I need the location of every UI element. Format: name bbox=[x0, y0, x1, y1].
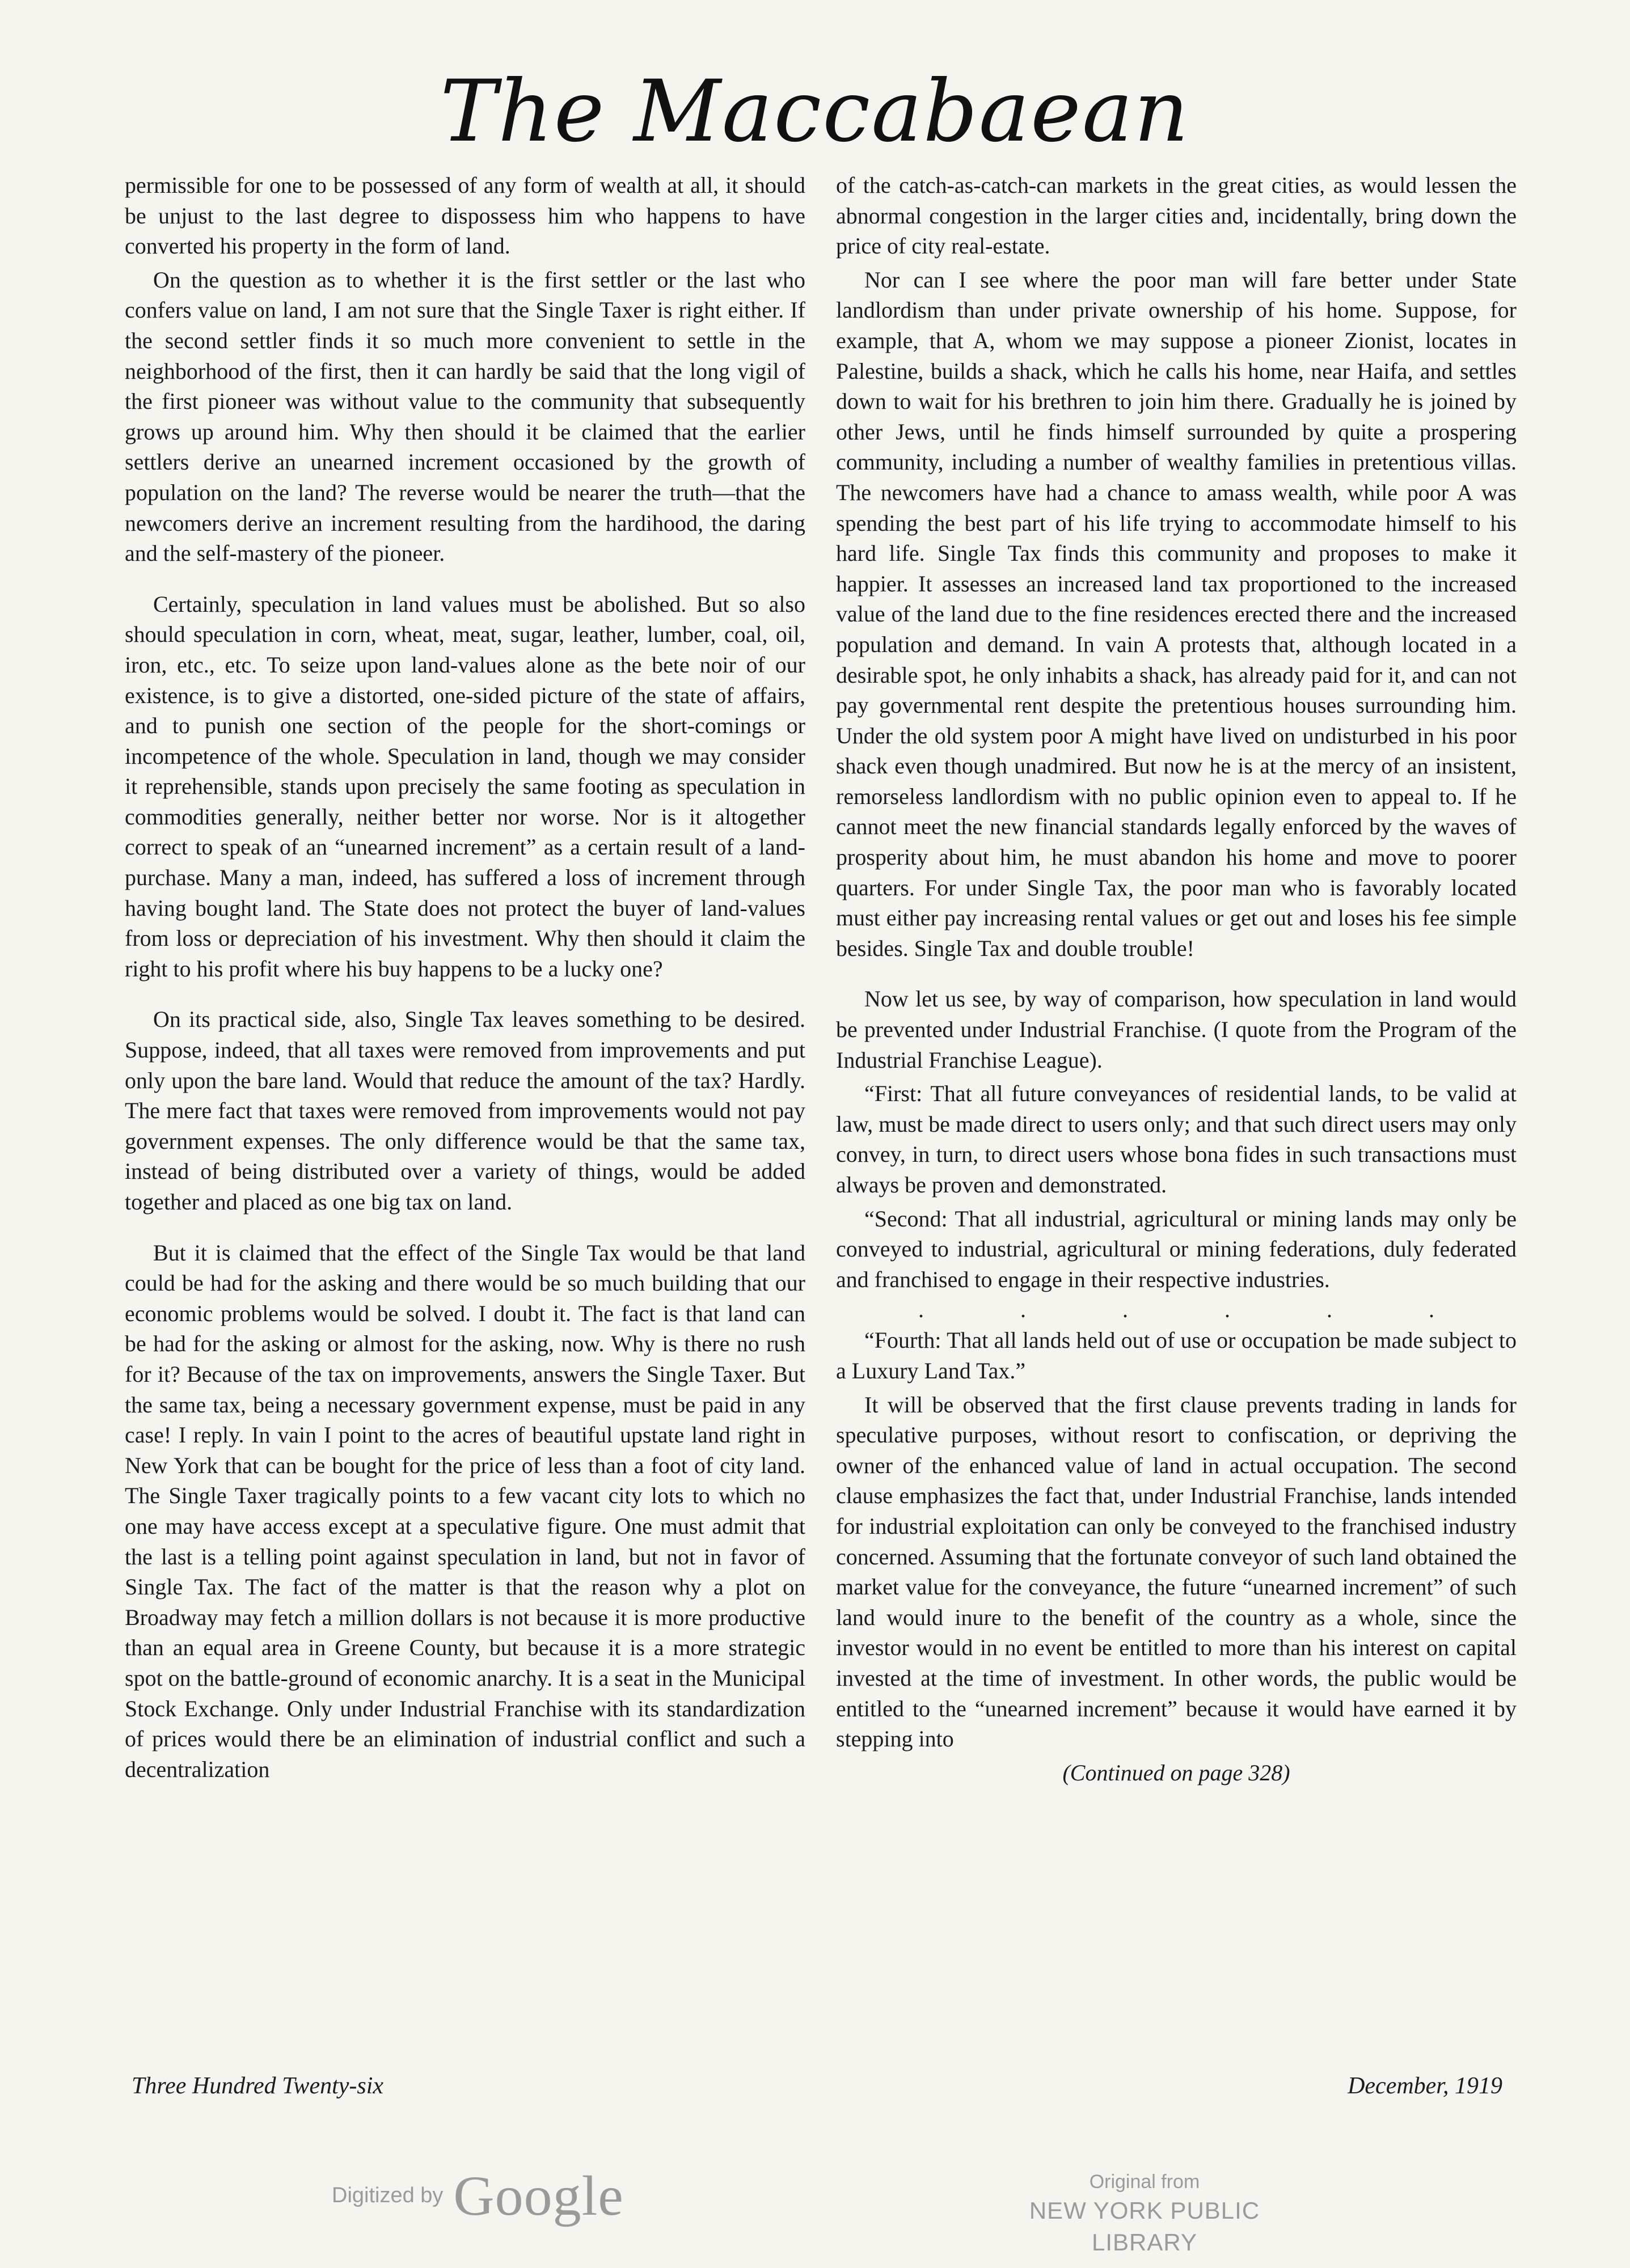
original-from-label: Original from bbox=[1089, 2171, 1200, 2193]
library-watermark bbox=[980, 2169, 1309, 2258]
omission-dot: . bbox=[1327, 1297, 1332, 1323]
paragraph: of the catch-as-catch-can markets in the great cities, as would lessen the abnormal congestion in the larger cities and, incidentally, bring down the price of city real-estate. bbox=[836, 172, 1517, 259]
quoted-clause-second: “Second: That all industrial, agricultural or mining lands may only be conveyed to industrial, agricultural or mining federations, duly federated and franchised to engage in their respective industries. bbox=[836, 1205, 1517, 1292]
paragraph: permissible for one to be possessed of any form of wealth at all, it should be unjust to the last degree to dispossess him who happens to have converted his property in the form of land. bbox=[125, 172, 805, 259]
omission-dot: . bbox=[1122, 1297, 1128, 1323]
masthead-title: The Maccabaean bbox=[440, 62, 1190, 161]
library-name: NEW YORK PUBLIC LIBRARY bbox=[1029, 2197, 1260, 2256]
continued-notice: (Continued on page 328) bbox=[1062, 1759, 1290, 1785]
page-number-footer: Three Hundred Twenty-six bbox=[132, 2073, 384, 2099]
paragraph: On the question as to whether it is the first settler or the last who confers value on land, I am not sure that the Single Taxer is right either. If the second settler finds it so much more convenient to settle in the neighborhood of the first, then it can hardly be said that the long vigil of the first pioneer was without value to the community that subsequently grows up around him. Why then should it be claimed that the earlier settlers derive an unearned increment occasioned by the growth of population on the land? The reverse would be nearer the truth—that the newcomers derive an increment resulting from the hardihood, the daring and the self-mastery of the pioneer. bbox=[125, 266, 805, 566]
paragraph: But it is claimed that the effect of the Single Tax would be that land could be had for the asking and there would be so much building that our economic problems would be solved. I doubt it. The fact is that land can be had for the asking or almost for the asking, now. Why is there no rush for it? Because of the tax on improvements, answers the Single Taxer. But the same tax, being a necessary government expense, must be paid in any case! I reply. In vain I point to the acres of beautiful upstate land right in New York that can be bought for the price of less than a foot of city land. The Single Taxer tragically points to a few vacant city lots to which no one may have access except at a speculative figure. One must admit that the last is a telling point against speculation in land, but not in favor of Single Tax. The fact of the matter is that the reason why a plot on Broadway may fetch a million dollars is not because it is more productive than an equal area in Greene County, but because it is a more strategic spot on the battle-ground of economic anarchy. It is a seat in the Municipal Stock Exchange. Only under Industrial Franchise with its standardization of prices would there be an elimination of industrial conflict and such a decentralization bbox=[125, 1239, 805, 1782]
google-logo: Google bbox=[453, 2164, 624, 2227]
omission-dot: . bbox=[1224, 1297, 1230, 1323]
left-column bbox=[125, 170, 805, 1784]
digitized-by-label: Digitized by bbox=[332, 2184, 444, 2207]
quoted-clause-fourth: “Fourth: That all lands held out of use or occupation be made subject to a Luxury Land Tax.” bbox=[836, 1327, 1517, 1383]
omission-dot: . bbox=[918, 1297, 924, 1323]
omission-dots bbox=[836, 1294, 1517, 1325]
omission-dot: . bbox=[1020, 1297, 1026, 1323]
issue-date-footer: December, 1919 bbox=[1348, 2073, 1502, 2099]
right-column bbox=[836, 170, 1517, 1788]
omission-dot: . bbox=[1429, 1297, 1434, 1323]
paragraph: It will be observed that the first clause prevents trading in lands for speculative purposes, without resort to confiscation, or depriving the owner of the enhanced value of land in actual occupation. The second clause emphasizes the fact that, under Industrial Franchise, lands intended for industrial exploitation can only be conveyed to the franchised industry concerned. Assuming that the fortunate conveyor of such land obtained the market value for the conveyance, the future “unearned increment” of such land would inure to the benefit of the country as a whole, since the investor would in no event be entitled to more than his interest on capital invested at the time of investment. In other words, the public would be entitled to the “unearned increment” because it would have earned it by stepping into bbox=[836, 1391, 1517, 1752]
quoted-clause-first: “First: That all future conveyances of residential lands, to be valid at law, must be made direct to users only; and that such direct users may only convey, in turn, to direct users whose bona fides in such transactions must always be proven and demonstrated. bbox=[836, 1081, 1517, 1198]
paragraph: On its practical side, also, Single Tax leaves something to be desired. Suppose, indeed, that all taxes were removed from improvements and put only upon the bare land. Would that reduce the amount of the tax? Hardly. The mere fact that taxes were removed from improvements would not pay government expenses. The only difference would be that the same tax, instead of being distributed over a variety of things, would be added together and placed as one big tax on land. bbox=[125, 1006, 805, 1215]
digitized-watermark bbox=[332, 2163, 624, 2228]
paragraph: Nor can I see where the poor man will fare better under State landlordism than under private ownership of his home. Suppose, for example, that A, whom we may suppose a pioneer Zionist, locates in Palestine, builds a shack, which he calls his home, near Haifa, and settles down to wait for his brethren to join him there. Gradually he is joined by other Jews, until he finds himself surrounded by quite a prospering community, including a number of wealthy families in pretentious villas. The newcomers have had a chance to amass wealth, while poor A was spending the best part of his life trying to accommodate himself to his hard life. Single Tax finds this community and proposes to make it happier. It assesses an increased land tax proportioned to the increased value of the land due to the fine residences erected there and the increased population and demand. In vain A protests that, although located in a desirable spot, he only inhabits a shack, has already paid for it, and can not pay governmental rent despite the pretentious houses surrounding him. Under the old system poor A might have lived on undisturbed in his poor shack even though unadmired. But now he is at the mercy of an insistent, remorseless landlordism with no public opinion even to appeal to. If he cannot meet the new financial standards legally enforced by the waves of prosperity about him, he must abandon his home and move to poorer quarters. For under Single Tax, the poor man who is favorably located must either pay increasing rental values or get out and loses his fee simple besides. Single Tax and double trouble! bbox=[836, 266, 1517, 961]
paragraph: Certainly, speculation in land values must be abolished. But so also should speculation in corn, wheat, meat, sugar, leather, lumber, coal, oil, iron, etc., etc. To seize upon land-values alone as the bete noir of our existence, is to give a distorted, one-sided picture of the state of affairs, and to punish one section of the people for the short-comings or incompetence of the whole. Speculation in land, though we may consider it reprehensible, stands upon precisely the same footing as speculation in commodities generally, neither better nor worse. Nor is it altogether correct to speak of an “unearned increment” as a certain result of a land-purchase. Many a man, indeed, has suffered a loss of increment through having bought land. The State does not protect the buyer of land-values from loss or depreciation of his investment. Why then should it claim the right to his profit where his buy happens to be a lucky one? bbox=[125, 591, 805, 981]
paragraph: Now let us see, by way of comparison, how speculation in land would be prevented under Industrial Franchise. (I quote from the Program of the Industrial Franchise League). bbox=[836, 986, 1517, 1073]
